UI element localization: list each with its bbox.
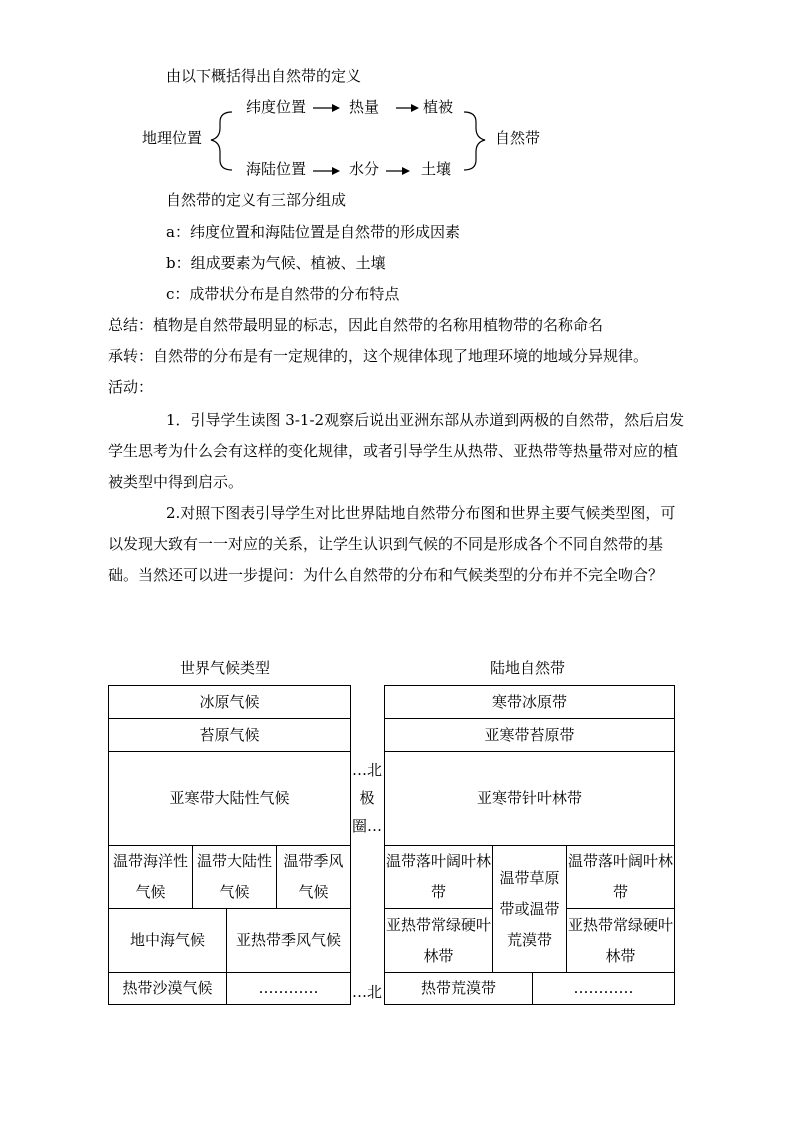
arrow-icon xyxy=(386,167,410,175)
zone-taiga: 亚寒带针叶林带 xyxy=(385,752,675,846)
diagram-top-1: 纬度位置 xyxy=(246,98,307,116)
arctic-circle-line-1: …北 xyxy=(351,761,382,779)
activity-paragraph-2: 2.对照下图表引导学生对比世界陆地自然带分布图和世界主要气候类型图，可以发现大致有一一对应的关系，让学生认识到气候的不同是形成各个不同自然带的基础。当然还可以进一步提问：为什么自然带的分布和气候类型的分布并不完全吻合？ xyxy=(108,504,676,584)
zone-ellipsis: ………… xyxy=(533,973,675,1005)
arrow-icon xyxy=(313,104,340,112)
climate-subtropical-monsoon: 亚热带季风气候 xyxy=(227,909,351,973)
right-brace xyxy=(464,112,485,170)
zone-table-title: 陆地自然带 xyxy=(490,659,566,677)
definition-intro: 自然带的定义有三部分组成 xyxy=(166,191,347,209)
zone-deciduous-right: 温带落叶阔叶林带 xyxy=(567,846,675,909)
transition-text: 承转：自然带的分布是有一定规律的，这个规律体现了地理环境的地域分异规律。 xyxy=(108,347,649,365)
point-b: b：组成要素为气候、植被、土壤 xyxy=(166,254,386,272)
climate-table xyxy=(108,685,351,1005)
climate-table-title: 世界气候类型 xyxy=(180,659,271,677)
left-brace xyxy=(211,112,232,170)
arrow-icon xyxy=(313,167,340,175)
climate-temperate-monsoon: 温带季风气候 xyxy=(277,846,351,909)
intro-text: 由以下概括得出自然带的定义 xyxy=(166,67,362,85)
zone-tundra: 亚寒带苔原带 xyxy=(385,719,675,752)
zone-steppe-desert: 温带草原带或温带荒漠带 xyxy=(493,846,567,973)
zone-sclerophyll-left: 亚热带常绿硬叶林带 xyxy=(385,909,493,973)
climate-tropical-desert: 热带沙漠气候 xyxy=(109,973,227,1005)
arctic-circle-label xyxy=(350,759,384,837)
arctic-circle-line-3: 圈… xyxy=(351,817,382,835)
zone-deciduous-left: 温带落叶阔叶林带 xyxy=(385,846,493,909)
activity-paragraph-1: 1．引导学生读图 3-1-2观察后说出亚洲东部从赤道到两极的自然带，然后启发学生思考为什么会有这样的变化规律，或者引导学生从热带、亚热带等热量带对应的植被类型中得到启示。 xyxy=(108,411,685,491)
definition-diagram xyxy=(0,0,794,200)
diagram-bottom-1: 海陆位置 xyxy=(246,160,307,178)
diagram-right-label: 自然带 xyxy=(495,129,541,147)
zone-table xyxy=(384,685,675,1005)
activity-label: 活动： xyxy=(108,378,154,396)
climate-ice-cap: 冰原气候 xyxy=(109,686,351,719)
diagram-bottom-3: 土壤 xyxy=(421,160,452,178)
climate-temperate-continental: 温带大陆性气候 xyxy=(193,846,277,909)
climate-mediterranean: 地中海气候 xyxy=(109,909,227,973)
climate-subarctic: 亚寒带大陆性气候 xyxy=(109,752,351,846)
zone-ice-desert: 寒带冰原带 xyxy=(385,686,675,719)
arrow-icon xyxy=(396,104,419,112)
zone-tropical-desert: 热带荒漠带 xyxy=(385,973,533,1005)
climate-ellipsis: ………… xyxy=(227,973,351,1005)
diagram-left-label: 地理位置 xyxy=(142,129,203,147)
summary-text: 总结：植物是自然带最明显的标志，因此自然带的名称用植物带的名称命名 xyxy=(108,316,604,334)
zone-sclerophyll-right: 亚热带常绿硬叶林带 xyxy=(567,909,675,973)
diagram-top-3: 植被 xyxy=(423,98,454,116)
point-a: a：纬度位置和海陆位置是自然带的形成因素 xyxy=(166,223,460,241)
point-c: c：成带状分布是自然带的分布特点 xyxy=(166,285,400,303)
tropic-label: …北 xyxy=(351,983,382,1001)
arctic-circle-line-2: 极 xyxy=(359,789,375,807)
diagram-top-2: 热量 xyxy=(349,98,380,116)
climate-tundra: 苔原气候 xyxy=(109,719,351,752)
diagram-bottom-2: 水分 xyxy=(349,160,380,178)
climate-temperate-maritime: 温带海洋性气候 xyxy=(109,846,193,909)
